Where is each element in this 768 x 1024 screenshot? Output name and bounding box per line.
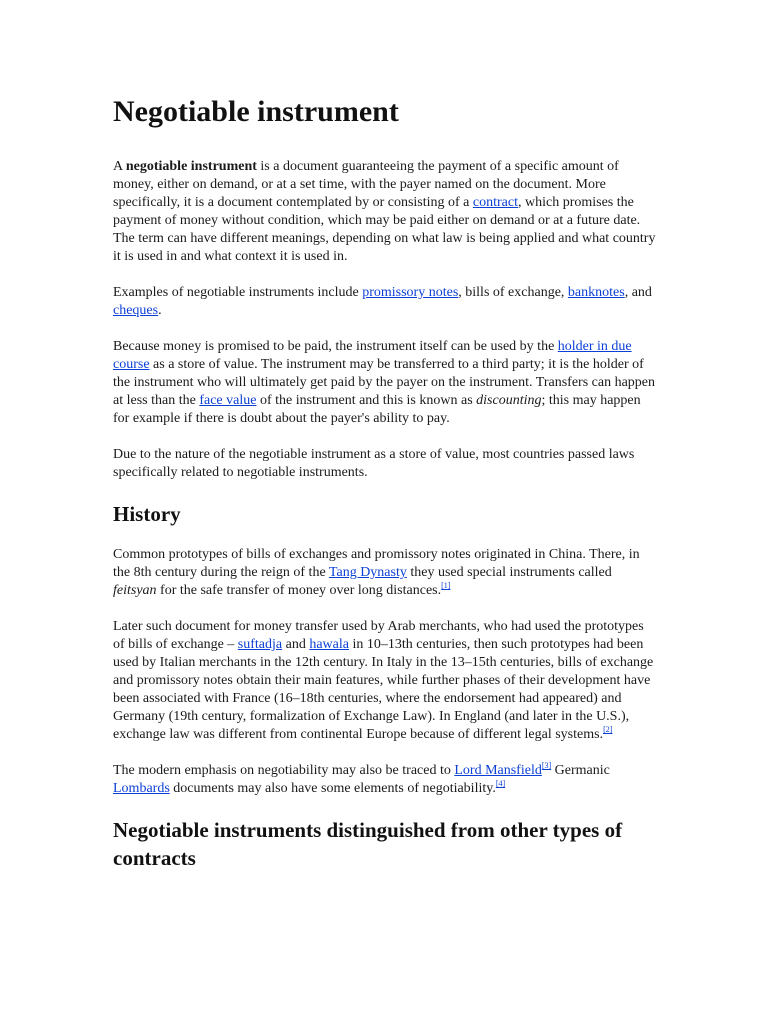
link-holder-in-due-course[interactable]: holder in due course xyxy=(113,339,632,372)
citation-1 xyxy=(441,581,450,590)
link-cheques[interactable]: cheques xyxy=(113,303,159,318)
history-paragraph-arab-italy: Later such document for money transfer used by Arab merchants, who had used the prototypes of bills of exchange – suftadja and hawala in 10–13th centuries, then such prototypes had been used by Italian merchants in the 12th century. In Italy in the 13–15th centuries, bills of exchange and promissory notes obtain their main features, while further phases of their development have been associated with France (16–18th centuries, where the endorsement had appeared) and Germany (19th century, formalization of Exchange Law). In England (and later in the U.S.), exchange law was different from continental Europe because of different legal systems.[2] xyxy=(113,619,654,742)
link-contract[interactable]: contract xyxy=(472,195,518,210)
link-promissory-notes[interactable]: promissory notes xyxy=(362,285,459,300)
citation-link-4[interactable]: [4] xyxy=(495,779,506,788)
intro-paragraph: A negotiable instrument is a document guaranteeing the payment of a specific amount of money, either on demand, or at a set time, with the payer named on the document. More specifically, it is a document contemplated by or consisting of a contract, which promises the payment of money without condition, which may be paid either on demand or at a future date. The term can have different meanings, depending on what law is being applied and what country it is used in and what context it is used in. xyxy=(113,159,656,264)
citation-link-2[interactable]: [2] xyxy=(603,725,613,734)
citation-4 xyxy=(496,779,505,788)
citation-3 xyxy=(542,761,551,770)
citation-link-1[interactable]: [1] xyxy=(441,581,451,590)
bold-term: negotiable instrument xyxy=(125,159,257,174)
page-title: Negotiable instrument xyxy=(113,95,399,128)
contracts-heading: Negotiable instruments distinguished from other types of contracts xyxy=(113,818,623,870)
history-paragraph-china: Common prototypes of bills of exchanges and promissory notes originated in China. There, in the 8th century during the reign of the Tang Dynasty they used special instruments called feitsyan for the safe transfer of money over long distances.[1] xyxy=(113,547,640,598)
history-paragraph-mansfield: The modern emphasis on negotiability may also be traced to Lord Mansfield[3] Germanic Lombards documents may also have some elements of negotiability.[4] xyxy=(113,761,610,796)
italic-discounting: discounting xyxy=(476,393,542,408)
link-tang-dynasty[interactable]: Tang Dynasty xyxy=(328,565,407,580)
link-face-value[interactable]: face value xyxy=(199,393,257,408)
link-banknotes[interactable]: banknotes xyxy=(567,285,625,300)
examples-paragraph: Examples of negotiable instruments include promissory notes, bills of exchange, banknotes, and cheques. xyxy=(113,285,652,318)
link-lord-mansfield[interactable]: Lord Mansfield xyxy=(454,763,542,778)
citation-2 xyxy=(603,725,612,734)
citation-link-3[interactable]: [3] xyxy=(541,761,552,770)
history-heading: History xyxy=(113,502,181,526)
laws-paragraph: Due to the nature of the negotiable instrument as a store of value, most countries passed laws specifically related to negotiable instruments. xyxy=(113,447,635,480)
link-suftadja[interactable]: suftadja xyxy=(237,637,283,652)
article-body xyxy=(113,92,658,890)
link-hawala[interactable]: hawala xyxy=(309,637,349,652)
italic-feitsyan: feitsyan xyxy=(113,583,157,598)
store-of-value-paragraph: Because money is promised to be paid, the instrument itself can be used by the holder in due course as a store of value. The instrument may be transferred to a third party; it is the holder of the instrument who will ultimately get paid by the payer on the instrument. Transfers can happen at less than the face value of the instrument and this is known as discounting; this may happen for example if there is doubt about the payer's ability to pay. xyxy=(113,339,656,426)
link-lombards[interactable]: Lombards xyxy=(113,781,170,796)
